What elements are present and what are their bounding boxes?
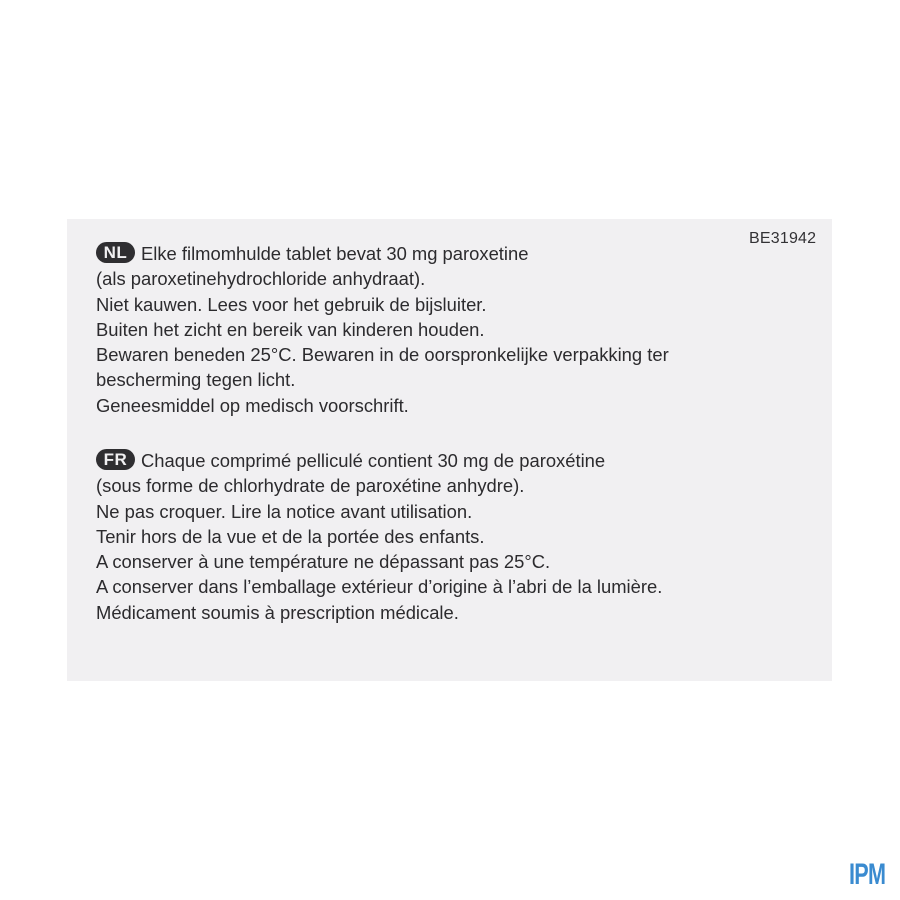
nl-section xyxy=(96,241,669,418)
product-code: BE31942 xyxy=(749,230,817,247)
nl-language-badge xyxy=(96,242,135,263)
nl-badge-label: NL xyxy=(103,243,128,262)
nl-line-4: Buiten het zicht en bereik van kinderen houden. xyxy=(96,318,485,340)
fr-line-6: A conserver dans l’emballage extérieur d’origine à l’abri de la lumière. xyxy=(96,576,663,598)
nl-line-text: Elke filmomhulde tablet bevat 30 mg paroxetine xyxy=(141,243,529,264)
fr-line-5: A conserver à une température ne dépassant pas 25°C. xyxy=(96,551,551,573)
nl-line-3: Niet kauwen. Lees voor het gebruik de bijsluiter. xyxy=(96,293,487,315)
nl-line-6: bescherming tegen licht. xyxy=(96,369,296,391)
fr-line-1 xyxy=(96,448,662,473)
nl-line-1 xyxy=(96,241,669,266)
nl-line-2: (als paroxetinehydrochloride anhydraat). xyxy=(96,268,426,290)
fr-line-3: Ne pas croquer. Lire la notice avant utilisation. xyxy=(96,500,473,522)
fr-language-badge xyxy=(96,449,135,470)
fr-line-text: Chaque comprimé pelliculé contient 30 mg de paroxétine xyxy=(141,450,606,471)
fr-line-7: Médicament soumis à prescription médicale. xyxy=(96,601,459,623)
fr-badge-label: FR xyxy=(103,450,128,469)
fr-section xyxy=(96,448,662,625)
fr-line-4: Tenir hors de la vue et de la portée des enfants. xyxy=(96,525,485,547)
ipm-logo: IPM xyxy=(849,858,886,891)
nl-line-7: Geneesmiddel op medisch voorschrift. xyxy=(96,394,409,416)
fr-line-2: (sous forme de chlorhydrate de paroxétine anhydre). xyxy=(96,475,525,497)
nl-line-5: Bewaren beneden 25°C. Bewaren in de oorspronkelijke verpakking ter xyxy=(96,344,669,366)
